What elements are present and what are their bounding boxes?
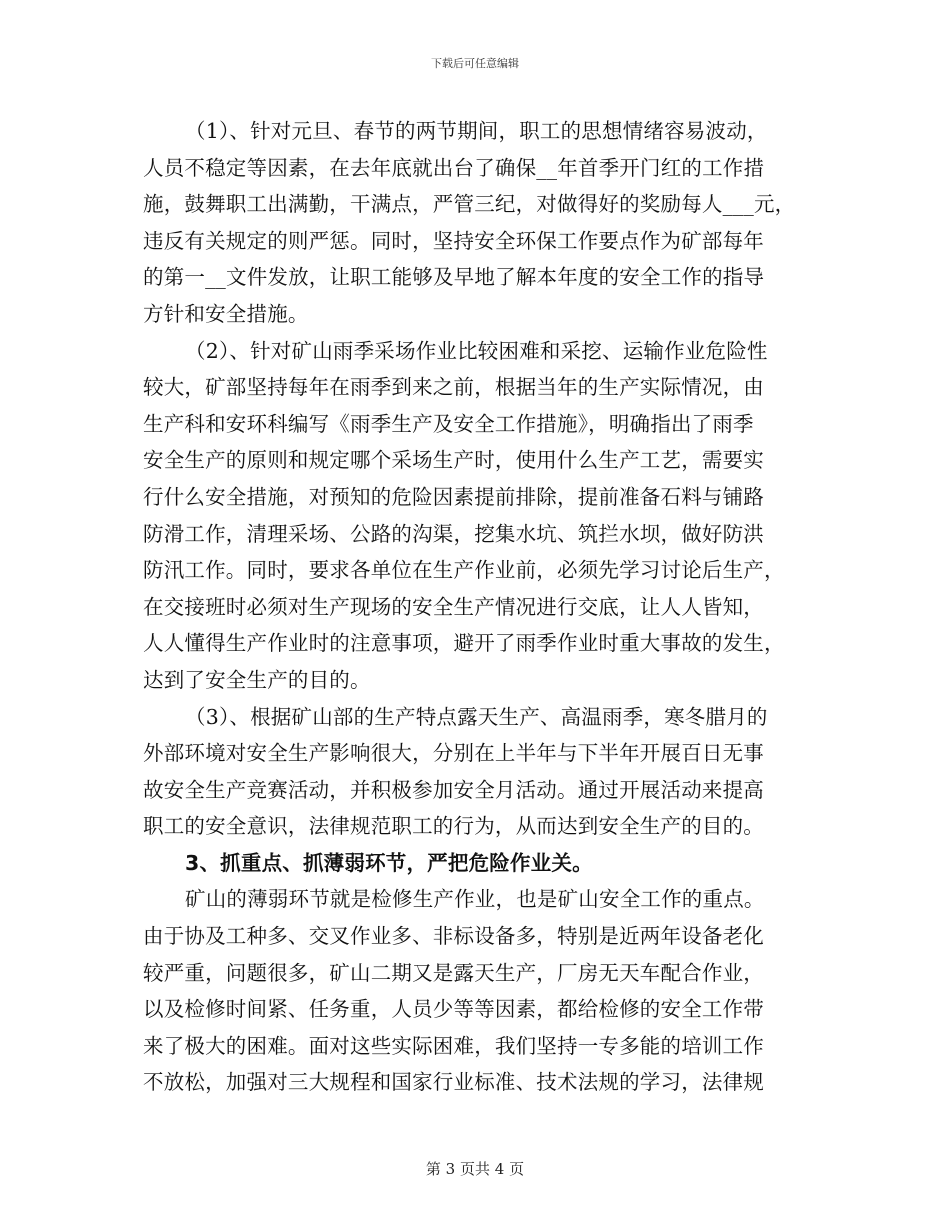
paragraph-line: 由于协及工种多、交叉作业多、非标设备多，特别是近两年设备老化 (143, 924, 764, 949)
paragraph-line: 来了极大的困难。面对这些实际困难，我们坚持一专多能的培训工作 (143, 1033, 764, 1058)
paragraph-line: 职工的安全意识，法律规范职工的行为，从而达到安全生产的目的。 (143, 814, 764, 839)
paragraph-line: 违反有关规定的则严惩。同时，坚持安全环保工作要点作为矿部每年 (143, 228, 764, 253)
paragraph-line: 矿山的薄弱环节就是检修生产作业，也是矿山安全工作的重点。 (185, 887, 765, 912)
page-header: 下载后可任意编辑 (431, 57, 519, 70)
paragraph-line: （1）、针对元旦、春节的两节期间，职工的思想情绪容易波动， (185, 119, 768, 143)
paragraph-line: 故安全生产竞赛活动，并积极参加安全月活动。通过开展活动来提高 (143, 777, 764, 802)
paragraph-line: 防汛工作。同时，要求各单位在生产作业前，必须先学习讨论后生产， (143, 558, 785, 583)
paragraph-line: 较大，矿部坚持每年在雨季到来之前，根据当年的生产实际情况，由 (143, 375, 764, 400)
paragraph-line: 安全生产的原则和规定哪个采场生产时，使用什么生产工艺，需要实 (143, 448, 764, 473)
page-footer: 第 3 页共 4 页 (425, 1160, 525, 1178)
paragraph-line: 以及检修时间紧、任务重，人员少等等因素，都给检修的安全工作带 (143, 997, 764, 1022)
paragraph-line: 人员不稳定等因素，在去年底就出台了确保__年首季开门红的工作措 (143, 155, 765, 180)
paragraph-line: 防滑工作，清理采场、公路的沟渠，挖集水坑、筑拦水坝，做好防洪 (143, 521, 764, 546)
paragraph-line: （2）、针对矿山雨季采场作业比较困难和采挖、运输作业危险性 (185, 338, 768, 363)
paragraph-line: 方针和安全措施。 (143, 301, 309, 326)
paragraph-line: 外部环境对安全生产影响很大，分别在上半年与下半年开展百日无事 (143, 741, 764, 766)
paragraph-line: 达到了安全生产的目的。 (143, 667, 371, 692)
paragraph-line: 在交接班时必须对生产现场的安全生产情况进行交底，让人人皆知， (143, 594, 764, 619)
paragraph-line: 施，鼓舞职工出满勤，干满点，严管三纪，对做得好的奖励每人___元， (143, 192, 796, 217)
paragraph-line: 较严重，问题很多，矿山二期又是露天生产，厂房无天车配合作业， (143, 960, 764, 985)
paragraph-line: 人人懂得生产作业时的注意事项，避开了雨季作业时重大事故的发生， (143, 631, 785, 656)
document-body (143, 113, 823, 1101)
section-heading: 3、抓重点、抓薄弱环节，严把危险作业关。 (185, 850, 593, 875)
paragraph-line: （3）、根据矿山部的生产特点露天生产、高温雨季，寒冬腊月的 (185, 704, 768, 729)
paragraph-line: 的第一__文件发放，让职工能够及早地了解本年度的安全工作的指导 (143, 265, 765, 290)
paragraph-line: 行什么安全措施，对预知的危险因素提前排除，提前准备石料与铺路 (143, 484, 764, 509)
paragraph-line: 不放松，加强对三大规程和国家行业标准、技术法规的学习，法律规 (143, 1070, 764, 1095)
paragraph-line: 生产科和安环科编写《雨季生产及安全工作措施》，明确指出了雨季 (143, 411, 754, 436)
